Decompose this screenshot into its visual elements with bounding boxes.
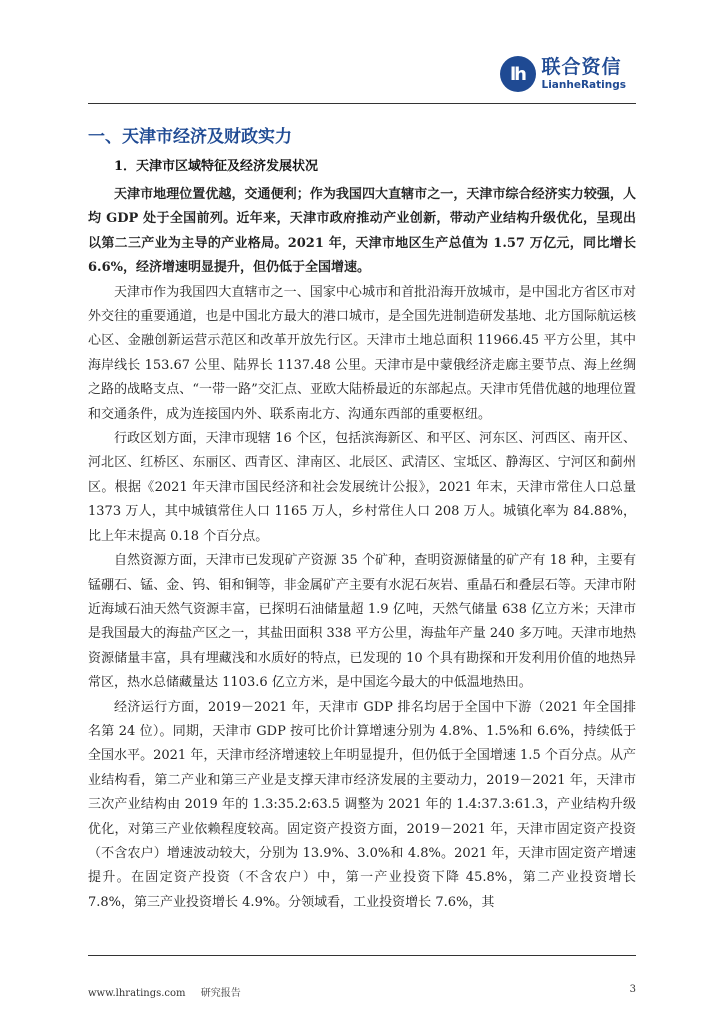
report-body xyxy=(88,183,636,915)
paragraph-location: 天津市作为我国四大直辖市之一、国家中心城市和首批沿海开放城市，是中国北方省区市对外交往的重要通道，也是中国北方最大的港口城市，是全国先进制造研发基地、北方国际航运核心区、金融创新运营示范区和改革开放先行区。天津市土地总面积 11966.45 平方公里，其中海岸线长 153.67 公里、陆界长 1137.48 公里。天津市是中蒙俄经济走廊主要节点、海上丝绸之路的战略支点、“一带一路”交汇点、亚欧大陆桥最近的东部起点。天津市凭借优越的地理位置和交通条件，成为连接国内外、联系南北方、沟通东西部的重要枢纽。 xyxy=(88,284,636,422)
logo-mark-icon: lh xyxy=(500,56,536,92)
subsection-title: 1．天津市区域特征及经济发展状况 xyxy=(114,159,319,174)
footer-divider xyxy=(88,955,636,956)
page-number: 3 xyxy=(629,984,636,995)
logo-text xyxy=(541,55,626,91)
section-title: 一、天津市经济及财政实力 xyxy=(88,127,292,147)
logo-english-name: LianheRatings xyxy=(541,78,626,91)
footer-website-link[interactable]: www.lhratings.com xyxy=(88,988,186,999)
footer-left xyxy=(88,984,241,999)
paragraph-economic-operation: 经济运行方面，2019－2021 年，天津市 GDP 排名均居于全国中下游（2021 年全国排名第 24 位）。同期，天津市 GDP 按可比价计算增速分别为 4.8%、1.5%和 6.6%，持续低于全国水平。2021 年，天津市经济增速较上年明显提升，但仍低于全国增速 1.5 个百分点。从产业结构看，第二产业和第三产业是支撑天津市经济发展的主要动力，2019－2021 年，天津市三次产业结构由 2019 年的 1.3:35.2:63.5 调整为 2021 年的 1.4:37.3:61.3，产业结构升级优化，对第三产业依赖程度较高。固定资产投资方面，2019－2021 年，天津市固定资产投资（不含农户）增速波动较大，分别为 13.9%、3.0%和 4.8%。2021 年，天津市固定资产增速提升。在固定资产投资（不含农户）中，第一产业投资下降 45.8%，第二产业投资增长 7.8%，第三产业投资增长 4.9%。分领域看，工业投资增长 7.6%，其 xyxy=(88,699,636,910)
paragraph-natural-resources: 自然资源方面，天津市已发现矿产资源 35 个矿种，查明资源储量的矿产有 18 种，主要有锰硼石、锰、金、钨、钼和铜等，非金属矿产主要有水泥石灰岩、重晶石和叠层石等。天津市附近海域石油天然气资源丰富，已探明石油储量超 1.9 亿吨，天然气储量 638 亿立方米；天津市是我国最大的海盐产区之一，其盐田面积 338 平方公里，海盐年产量 240 多万吨。天津市地热资源储量丰富，具有埋藏浅和水质好的特点，已发现的 10 个具有勘探和开发利用价值的地热异常区，热水总储藏量达 1103.6 亿立方米，是中国迄今最大的中低温地热田。 xyxy=(88,553,636,691)
paragraph-administrative-division: 行政区划方面，天津市现辖 16 个区，包括滨海新区、和平区、河东区、河西区、南开区、河北区、红桥区、东丽区、西青区、津南区、北辰区、武清区、宝坻区、静海区、宁河区和蓟州区。根据《2021 年天津市国民经济和社会发展统计公报》，2021 年末，天津市常住人口总量 1373 万人，其中城镇常住人口 1165 万人，乡村常住人口 208 万人。城镇化率为 84.88%，比上年末提高 0.18 个百分点。 xyxy=(88,431,636,544)
footer-doc-type: 研究报告 xyxy=(200,988,241,999)
company-logo xyxy=(500,56,626,92)
summary-paragraph: 天津市地理位置优越，交通便利；作为我国四大直辖市之一，天津市综合经济实力较强，人均 GDP 处于全国前列。近年来，天津市政府推动产业创新，带动产业结构升级优化，呈现出以第二三产业为主导的产业格局。2021 年，天津市地区生产总值为 1.57 万亿元，同比增长 6.6%，经济增速明显提升，但仍低于全国增速。 xyxy=(88,187,636,276)
header-divider xyxy=(88,103,636,104)
page-footer xyxy=(88,984,636,999)
logo-chinese-name: 联合资信 xyxy=(541,55,622,78)
